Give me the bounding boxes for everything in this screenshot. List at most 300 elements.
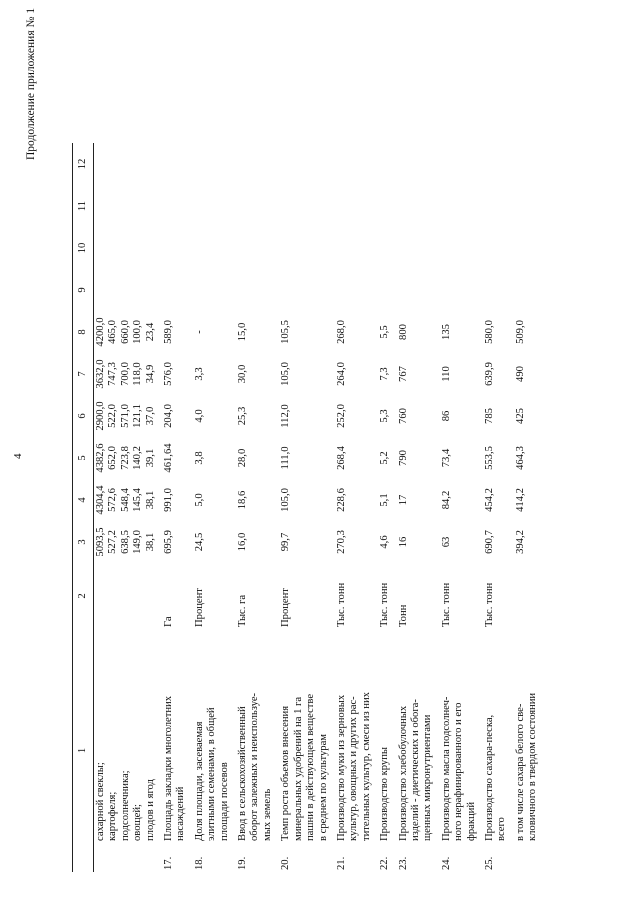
col-header-6: 6 [73,395,94,437]
empty-cell [236,269,275,311]
indicator-name-line: сахарной свеклы; [95,762,106,841]
value: 3632,0 [95,359,106,389]
value-cell-c4 [514,479,541,521]
value-cell-c7 [94,353,159,395]
empty-cell [335,269,374,311]
value-cell-c8 [279,311,331,353]
value: 39,1 [144,448,156,468]
empty-cell [378,269,392,311]
value-cell-c3 [236,521,275,563]
unit-cell [397,563,436,629]
value: 4200,0 [95,317,106,347]
indicator-name [397,629,436,843]
value-cell-c5 [440,437,479,479]
value-cell-c4 [397,479,436,521]
empty-cell [483,227,510,269]
row-index: 24. [440,856,452,870]
value: 63 [440,536,452,548]
indicator-name-line: Производство крупы [379,746,391,841]
value: 522,0 [107,404,119,428]
value: 785 [483,408,495,424]
empty-cell [397,269,436,311]
row-index: 19. [237,856,249,870]
table-row [514,143,541,872]
value: 4382,6 [95,443,106,473]
indicator-name-line: оборот залежных и неиспользуе- [249,692,261,841]
value-cell-c3 [193,521,232,563]
value: 38,1 [144,532,156,552]
value: 4304,4 [95,485,106,515]
value-cell-c8 [378,311,392,353]
value-cell-c8 [193,311,232,353]
indicator-name-line: Производство хлебобулочных [397,705,409,841]
table-row [279,143,331,872]
indicator-name-line: в среднем по культурам [317,734,329,841]
indicator-name-line: ного нерафинированного и его [453,702,465,841]
empty-cell [236,227,275,269]
value: 553,5 [483,446,495,470]
value: 121,1 [132,404,144,428]
value: - [193,330,205,334]
value: 5,0 [193,493,205,507]
empty-cell [279,185,331,227]
value: 105,0 [280,488,292,512]
empty-cell [193,227,232,269]
empty-cell [440,269,479,311]
value: 110 [440,366,452,382]
table-row [94,143,159,872]
indicator-name-line: Производство муки из зерновых [335,694,347,841]
table-row [162,143,189,872]
indicator-name [279,629,331,843]
col-header-1: 1 [73,629,94,872]
unit-cell [94,563,159,629]
value-cell-c5 [193,437,232,479]
value-cell-c8 [94,311,159,353]
value: 3,3 [193,367,205,381]
empty-cell [440,143,479,185]
indicator-name-line: подсолнечника; [119,770,131,841]
col-header-5: 5 [73,437,94,479]
value: 723,8 [119,446,131,470]
value: 84,2 [440,490,452,510]
value: 700,0 [119,362,131,386]
indicator-name-line: щенных микронутриентами [422,714,434,841]
value-cell-c8 [514,311,541,353]
value: 270,3 [335,530,347,554]
table-row [236,143,275,872]
value-cell-c6 [483,395,510,437]
value: 15,0 [237,322,249,342]
value: 149,0 [132,530,144,554]
unit-label: Тыс. тонн [335,582,347,627]
value: 425 [514,408,526,424]
continuation-caption: Продолжение приложения № 1 [25,7,37,160]
empty-cell [483,185,510,227]
empty-cell [514,185,541,227]
col-header-10: 10 [73,227,94,269]
empty-cell [279,227,331,269]
unit-cell [378,563,392,629]
empty-cell [514,227,541,269]
empty-cell [162,143,189,185]
value: 991,0 [163,488,175,512]
empty-cell [279,143,331,185]
unit-cell [483,563,510,629]
value: 111,0 [280,446,292,470]
value-cell-c3 [94,521,159,563]
value-cell-c7 [236,353,275,395]
value: 652,0 [107,446,119,470]
value: 140,2 [132,446,144,470]
unit-label: Тонн [397,604,409,627]
empty-cell [94,227,159,269]
value-cell-c5 [279,437,331,479]
value: 118,0 [132,362,144,386]
unit-label: Тыс. га [237,594,249,627]
indicator-name [94,629,159,843]
row-index [94,843,159,872]
value-cell-c4 [279,479,331,521]
empty-cell [335,227,374,269]
value-cell-c7 [335,353,374,395]
value: 747,3 [107,362,119,386]
value-cell-c8 [236,311,275,353]
empty-cell [279,269,331,311]
unit-label: Процент [280,588,292,627]
col-header-11: 11 [73,185,94,227]
empty-cell [193,269,232,311]
col-header-7: 7 [73,353,94,395]
value: 16,0 [237,532,249,552]
value: 572,6 [107,488,119,512]
value: 30,0 [237,364,249,384]
table-row [440,143,479,872]
indicator-name [483,629,510,843]
value: 576,0 [163,362,175,386]
value-cell-c4 [94,479,159,521]
value-cell-c6 [440,395,479,437]
unit-cell [440,563,479,629]
value: 7,3 [379,367,391,381]
indicator-name-line: овощей; [132,804,144,841]
value: 589,0 [163,320,175,344]
value: 24,5 [193,532,205,552]
unit-cell [162,563,189,629]
empty-cell [236,185,275,227]
empty-cell [193,185,232,227]
value-cell-c5 [162,437,189,479]
indicator-name-line: плодов и ягод [144,779,156,841]
value: 660,0 [119,320,131,344]
value-cell-c5 [378,437,392,479]
value: 264,0 [335,362,347,386]
value: 28,0 [237,448,249,468]
value-cell-c4 [378,479,392,521]
value-cell-c4 [193,479,232,521]
indicator-name-line: культур, овощных и других рас- [348,696,360,841]
indicator-name-line: Ввод в сельскохозяйственный [237,706,249,841]
page-number: 4 [12,453,24,459]
value-cell-c4 [483,479,510,521]
value-cell-c8 [483,311,510,353]
value: 99,7 [280,532,292,552]
indicator-name-line: Производство сахара-песка, [483,714,495,841]
value: 4,6 [379,535,391,549]
value-cell-c4 [236,479,275,521]
row-index: 21. [335,856,347,870]
indicator-name-line: минеральных удобрений на 1 га [292,696,304,841]
unit-label: Тыс. тонн [379,582,391,627]
value: 3,8 [193,451,205,465]
value: 4,0 [193,409,205,423]
value-cell-c6 [94,395,159,437]
col-header-12: 12 [73,143,94,185]
row-spacer-cell [541,143,545,872]
value: 5,5 [379,325,391,339]
empty-cell [162,185,189,227]
row-spacer [541,143,545,872]
value-cell-c6 [193,395,232,437]
value: 38,1 [144,490,156,510]
empty-cell [236,143,275,185]
unit-label: Процент [193,588,205,627]
value-cell-c6 [279,395,331,437]
value-cell-c7 [440,353,479,395]
indicator-name-line: кловичного в твердом состоянии [527,692,539,841]
row-index: 25. [483,856,495,870]
indicator-name-line: мых земель [261,788,273,841]
value-cell-c6 [397,395,436,437]
unit-cell [514,563,541,629]
value-cell-c5 [397,437,436,479]
empty-cell [335,185,374,227]
row-index [514,843,541,872]
indicator-name [514,629,541,843]
value: 465,0 [107,320,119,344]
indicator-name-line: пашни в действующем веществе [305,693,317,841]
indicator-name-line: Производство масла подсолнеч- [440,696,452,841]
value: 5,2 [379,451,391,465]
empty-cell [483,269,510,311]
value-cell-c4 [162,479,189,521]
value: 767 [397,366,409,382]
value-cell-c5 [514,437,541,479]
indicator-name-line: Темп роста объемов внесения [280,705,292,841]
value: 548,4 [119,488,131,512]
column-number-row [73,143,94,872]
value: 105,0 [280,362,292,386]
indicators-table [72,143,545,872]
value: 100,0 [132,320,144,344]
empty-cell [397,185,436,227]
indicator-name-line: насаждений [175,786,187,841]
value: 34,9 [144,364,156,384]
value: 790 [397,450,409,466]
value-cell-c8 [440,311,479,353]
indicator-name-line: элитными семенами, в общей [206,707,218,841]
col-header-9: 9 [73,269,94,311]
table-row [378,143,392,872]
col-header-8: 8 [73,311,94,353]
indicator-name-line: Доля площади, засеваемая [193,721,205,841]
value: 580,0 [483,320,495,344]
value-cell-c5 [94,437,159,479]
value: 252,0 [335,404,347,428]
unit-label: Тыс. тонн [440,582,452,627]
col-header-4: 4 [73,479,94,521]
value: 204,0 [163,404,175,428]
empty-cell [514,143,541,185]
value-cell-c6 [236,395,275,437]
unit-label: Тыс. тонн [483,582,495,627]
row-index: 20. [280,856,292,870]
value: 23,4 [144,322,156,342]
value: 112,0 [280,404,292,428]
unit-cell [279,563,331,629]
value: 490 [514,366,526,382]
value: 800 [397,324,409,340]
unit-cell [193,563,232,629]
value: 571,0 [119,404,131,428]
empty-cell [378,143,392,185]
value-cell-c3 [397,521,436,563]
row-index: 22. [379,856,391,870]
value: 695,9 [163,530,175,554]
value: 464,3 [514,446,526,470]
value-cell-c7 [514,353,541,395]
value: 509,0 [514,320,526,344]
empty-cell [335,143,374,185]
empty-cell [94,143,159,185]
value: 394,2 [514,530,526,554]
value-cell-c3 [514,521,541,563]
value-cell-c3 [335,521,374,563]
indicator-name-line: изделий - диетических и обога- [409,699,421,841]
value: 461,64 [163,443,175,473]
value: 639,9 [483,362,495,386]
empty-cell [193,143,232,185]
indicator-name [335,629,374,843]
empty-cell [94,185,159,227]
value: 690,7 [483,530,495,554]
indicator-name [162,629,189,843]
value: 86 [440,410,452,422]
value: 268,0 [335,320,347,344]
indicator-name [193,629,232,843]
table-row [335,143,374,872]
value: 268,4 [335,446,347,470]
value-cell-c6 [514,395,541,437]
indicator-name-line: Площадь закладки многолетних [163,695,175,841]
value-cell-c7 [193,353,232,395]
value-cell-c7 [162,353,189,395]
unit-label: Га [163,616,175,627]
value: 105,5 [280,320,292,344]
value-cell-c4 [335,479,374,521]
value-cell-c6 [162,395,189,437]
empty-cell [483,143,510,185]
value: 135 [440,324,452,340]
empty-cell [440,185,479,227]
value: 5,3 [379,409,391,423]
empty-cell [397,143,436,185]
value-cell-c7 [397,353,436,395]
col-header-3: 3 [73,521,94,563]
empty-cell [378,185,392,227]
value: 228,6 [335,488,347,512]
value-cell-c5 [483,437,510,479]
empty-cell [514,269,541,311]
value: 760 [397,408,409,424]
value: 638,5 [119,530,131,554]
row-index: 23. [397,856,409,870]
value-cell-c8 [335,311,374,353]
indicator-name [378,629,392,843]
table-row [193,143,232,872]
indicator-name-line: площади посевов [218,762,230,841]
value-cell-c6 [335,395,374,437]
indicator-name [440,629,479,843]
table-row [483,143,510,872]
value: 16 [397,536,409,548]
value: 37,0 [144,406,156,426]
value: 454,2 [483,488,495,512]
value-cell-c3 [483,521,510,563]
value-cell-c8 [162,311,189,353]
value-cell-c3 [279,521,331,563]
value-cell-c7 [279,353,331,395]
value: 145,4 [132,488,144,512]
value-cell-c6 [378,395,392,437]
indicator-name-line: тительных культур, смеси из них [360,692,372,841]
value: 5,1 [379,493,391,507]
value-cell-c5 [236,437,275,479]
col-header-2: 2 [73,563,94,629]
indicator-name-line: в том числе сахара белого све- [514,703,526,841]
empty-cell [397,227,436,269]
value: 18,6 [237,490,249,510]
indicator-name-line: фракций [465,801,477,841]
value-cell-c3 [440,521,479,563]
value: 5093,5 [95,527,106,557]
empty-cell [162,269,189,311]
empty-cell [94,269,159,311]
row-index: 18. [193,856,205,870]
value-cell-c7 [378,353,392,395]
value-cell-c4 [440,479,479,521]
value: 414,2 [514,488,526,512]
empty-cell [440,227,479,269]
indicator-name [236,629,275,843]
indicator-name-line: всего [496,817,508,841]
value-cell-c3 [162,521,189,563]
value: 73,4 [440,448,452,468]
value-cell-c8 [397,311,436,353]
value-cell-c5 [335,437,374,479]
value: 25,3 [237,406,249,426]
unit-cell [335,563,374,629]
value-cell-c7 [483,353,510,395]
empty-cell [378,227,392,269]
value: 17 [397,494,409,506]
value-cell-c3 [378,521,392,563]
empty-cell [162,227,189,269]
value: 527,2 [107,530,119,554]
value: 2900,0 [95,401,106,431]
table-row [397,143,436,872]
indicator-name-line: картофеля; [107,791,119,841]
